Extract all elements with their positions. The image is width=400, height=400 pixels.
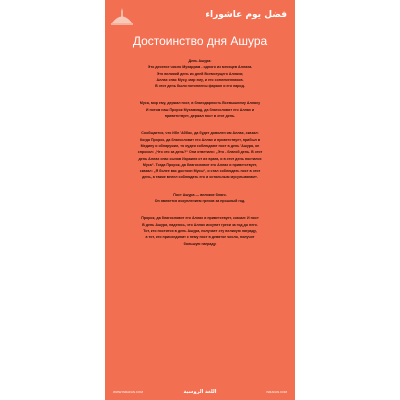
paragraph-line: Аллах спас Мусу, мир ему, и его соплеменников.: [156, 77, 244, 82]
paragraph-line: Пост Ашура — великое благо.: [173, 192, 227, 197]
paragraph-line: День Ашура:: [188, 59, 212, 63]
paragraph-line: Сообщается, что Ибн 'Аббас, да будет доволен им Аллах, сказал:: [141, 131, 259, 136]
paragraph-line: Это великий день из дней Всемогущего Аллаха;: [156, 71, 244, 76]
footer: [105, 386, 295, 400]
mosque-logo-icon: [109, 4, 135, 26]
paragraph: [115, 100, 285, 119]
paragraph: [115, 192, 285, 205]
paragraph-line: В день Ашура, надеюсь, что Аллах искупит грехи за год до него.: [142, 222, 258, 227]
paragraph-line: Медину и обнаружил, то иудеи соблюдают пост в день 'Ашура, он: [140, 143, 260, 148]
paragraph-line: большую награду.: [183, 241, 217, 246]
footer-brand[interactable]: ISRAFAN.COM: [266, 390, 287, 394]
paragraph-line: день, а также велел соблюдать его и остальным мусульманам».: [142, 175, 258, 180]
paragraph-line: И потом наш Пророк Мухаммад, да благословит его Аллах и: [145, 107, 255, 112]
paragraph-line: В этот день были потоплены фараон и его народ.: [155, 84, 245, 89]
paragraph-line: Это десятое число Мухаррам - одного из месяцев Аллаха.: [147, 65, 253, 70]
paragraph: [115, 58, 285, 89]
paragraph-line: сказал: „Я более вас достоин Мусы“, и стал соблюдать пост в этот: [139, 169, 261, 174]
paragraph: [115, 130, 285, 180]
paragraph-line: спросил: „Что это за день?“ Они ответили: „Это - благой день. В этот: [137, 150, 263, 155]
paragraph-line: Когда Пророк, да благословит его Аллах и приветствует, прибыл в: [139, 137, 261, 142]
paragraph-line: Пророк, да благословит его Аллах и приветствует, сказал: И пост: [141, 216, 259, 221]
paragraph-line: Тот, кто постится в день Ашура, получает эту великую награду,: [143, 228, 257, 233]
paragraph-line: приветствует, держал пост в этот день.: [164, 114, 236, 119]
arabic-title: فضل يوم عاشوراء: [205, 10, 287, 20]
page-title: Достоинство дня Ашура: [132, 34, 268, 48]
paragraph-line: день Аллах спас сынов Израиля от их врага, и в этот день постился: [138, 156, 262, 161]
paragraph-line: Он является искуплением грехов за прошлый год.: [154, 199, 246, 204]
paragraph-line: а тот, кто присоединит к нему пост в девятое число, получит: [145, 235, 255, 240]
footer-website-link[interactable]: WWW.ISRAFAN.COM: [113, 390, 143, 394]
article-body: [115, 58, 285, 258]
infographic-card: [105, 0, 295, 400]
paragraph-line: Муса, мир ему, держал пост, в благодарность Всевышнему Аллаху: [139, 101, 261, 106]
paragraph: [115, 215, 285, 246]
footer-language-label: اللغة الروسية: [183, 389, 217, 395]
paragraph-line: Муса“. Тогда Пророк, да благословит его Аллах и приветствует,: [142, 162, 258, 167]
